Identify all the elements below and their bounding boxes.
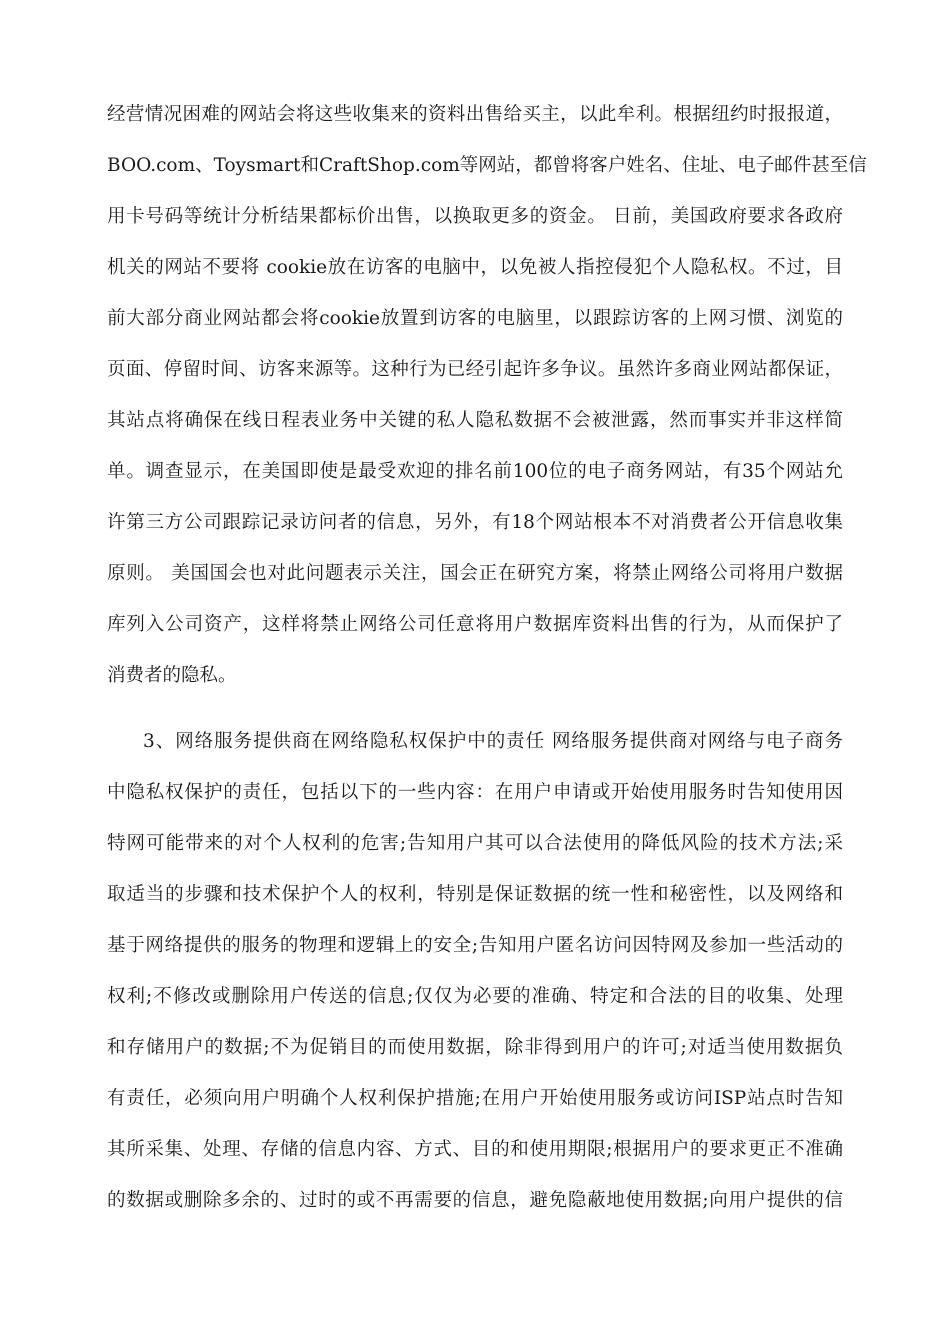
text-line: 基于网络提供的服务的物理和逻辑上的安全;告知用户匿名访问因特网及参加一些活动的 (107, 935, 843, 956)
text-line: 页面、停留时间、访客来源等。这种行为已经引起许多争议。虽然许多商业网站都保证， (107, 359, 843, 380)
text-line: 中隐私权保护的责任，包括以下的一些内容：在用户申请或开始使用服务时告知使用因 (107, 782, 843, 803)
text-line: 用卡号码等统计分析结果都标价出售，以换取更多的资金。 日前，美国政府要求各政府 (107, 206, 843, 227)
text-line: 和存储用户的数据;不为促销目的而使用数据，除非得到用户的许可;对适当使用数据负 (107, 1037, 843, 1058)
text-line: 库列入公司资产，这样将禁止网络公司任意将用户数据库资料出售的行为，从而保护了 (107, 614, 843, 635)
text-line: 单。调查显示，在美国即使是最受欢迎的排名前100位的电子商务网站，有35个网站允 (107, 461, 843, 482)
text-line: 原则。 美国国会也对此问题表示关注，国会正在研究方案，将禁止网络公司将用户数据 (107, 563, 843, 584)
text-line: 3、网络服务提供商在网络隐私权保护中的责任 网络服务提供商对网络与电子商务 (143, 731, 843, 752)
text-line: 有责任，必须向用户明确个人权利保护措施;在用户开始使用服务或访问ISP站点时告知 (107, 1088, 843, 1109)
text-line: 机关的网站不要将 cookie放在访客的电脑中，以免被人指控侵犯个人隐私权。不过，目 (107, 257, 843, 278)
text-line: 其所采集、处理、存储的信息内容、方式、目的和使用期限;根据用户的要求更正不准确 (107, 1139, 843, 1160)
text-line: BOO.com、Toysmart和CraftShop.com等网站，都曾将客户姓名、住址、电子邮件甚至信 (107, 155, 867, 176)
text-line: 特网可能带来的对个人权利的危害;告知用户其可以合法使用的降低风险的技术方法;采 (107, 833, 843, 854)
text-line: 的数据或删除多余的、过时的或不再需要的信息，避免隐蔽地使用数据;向用户提供的信 (107, 1190, 843, 1211)
text-line: 前大部分商业网站都会将cookie放置到访客的电脑里，以跟踪访客的上网习惯、浏览的 (107, 308, 843, 329)
text-line: 经营情况困难的网站会将这些收集来的资料出售给买主，以此牟利。根据纽约时报报道， (107, 104, 843, 125)
text-line: 消费者的隐私。 (107, 665, 237, 686)
text-line: 权利;不修改或删除用户传送的信息;仅仅为必要的准确、特定和合法的目的收集、处理 (107, 986, 843, 1007)
text-line: 其站点将确保在线日程表业务中关键的私人隐私数据不会被泄露，然而事实并非这样简 (107, 410, 843, 431)
text-line: 取适当的步骤和技术保护个人的权利，特别是保证数据的统一性和秘密性，以及网络和 (107, 884, 843, 905)
text-line: 许第三方公司跟踪记录访问者的信息，另外，有18个网站根本不对消费者公开信息收集 (107, 512, 843, 533)
